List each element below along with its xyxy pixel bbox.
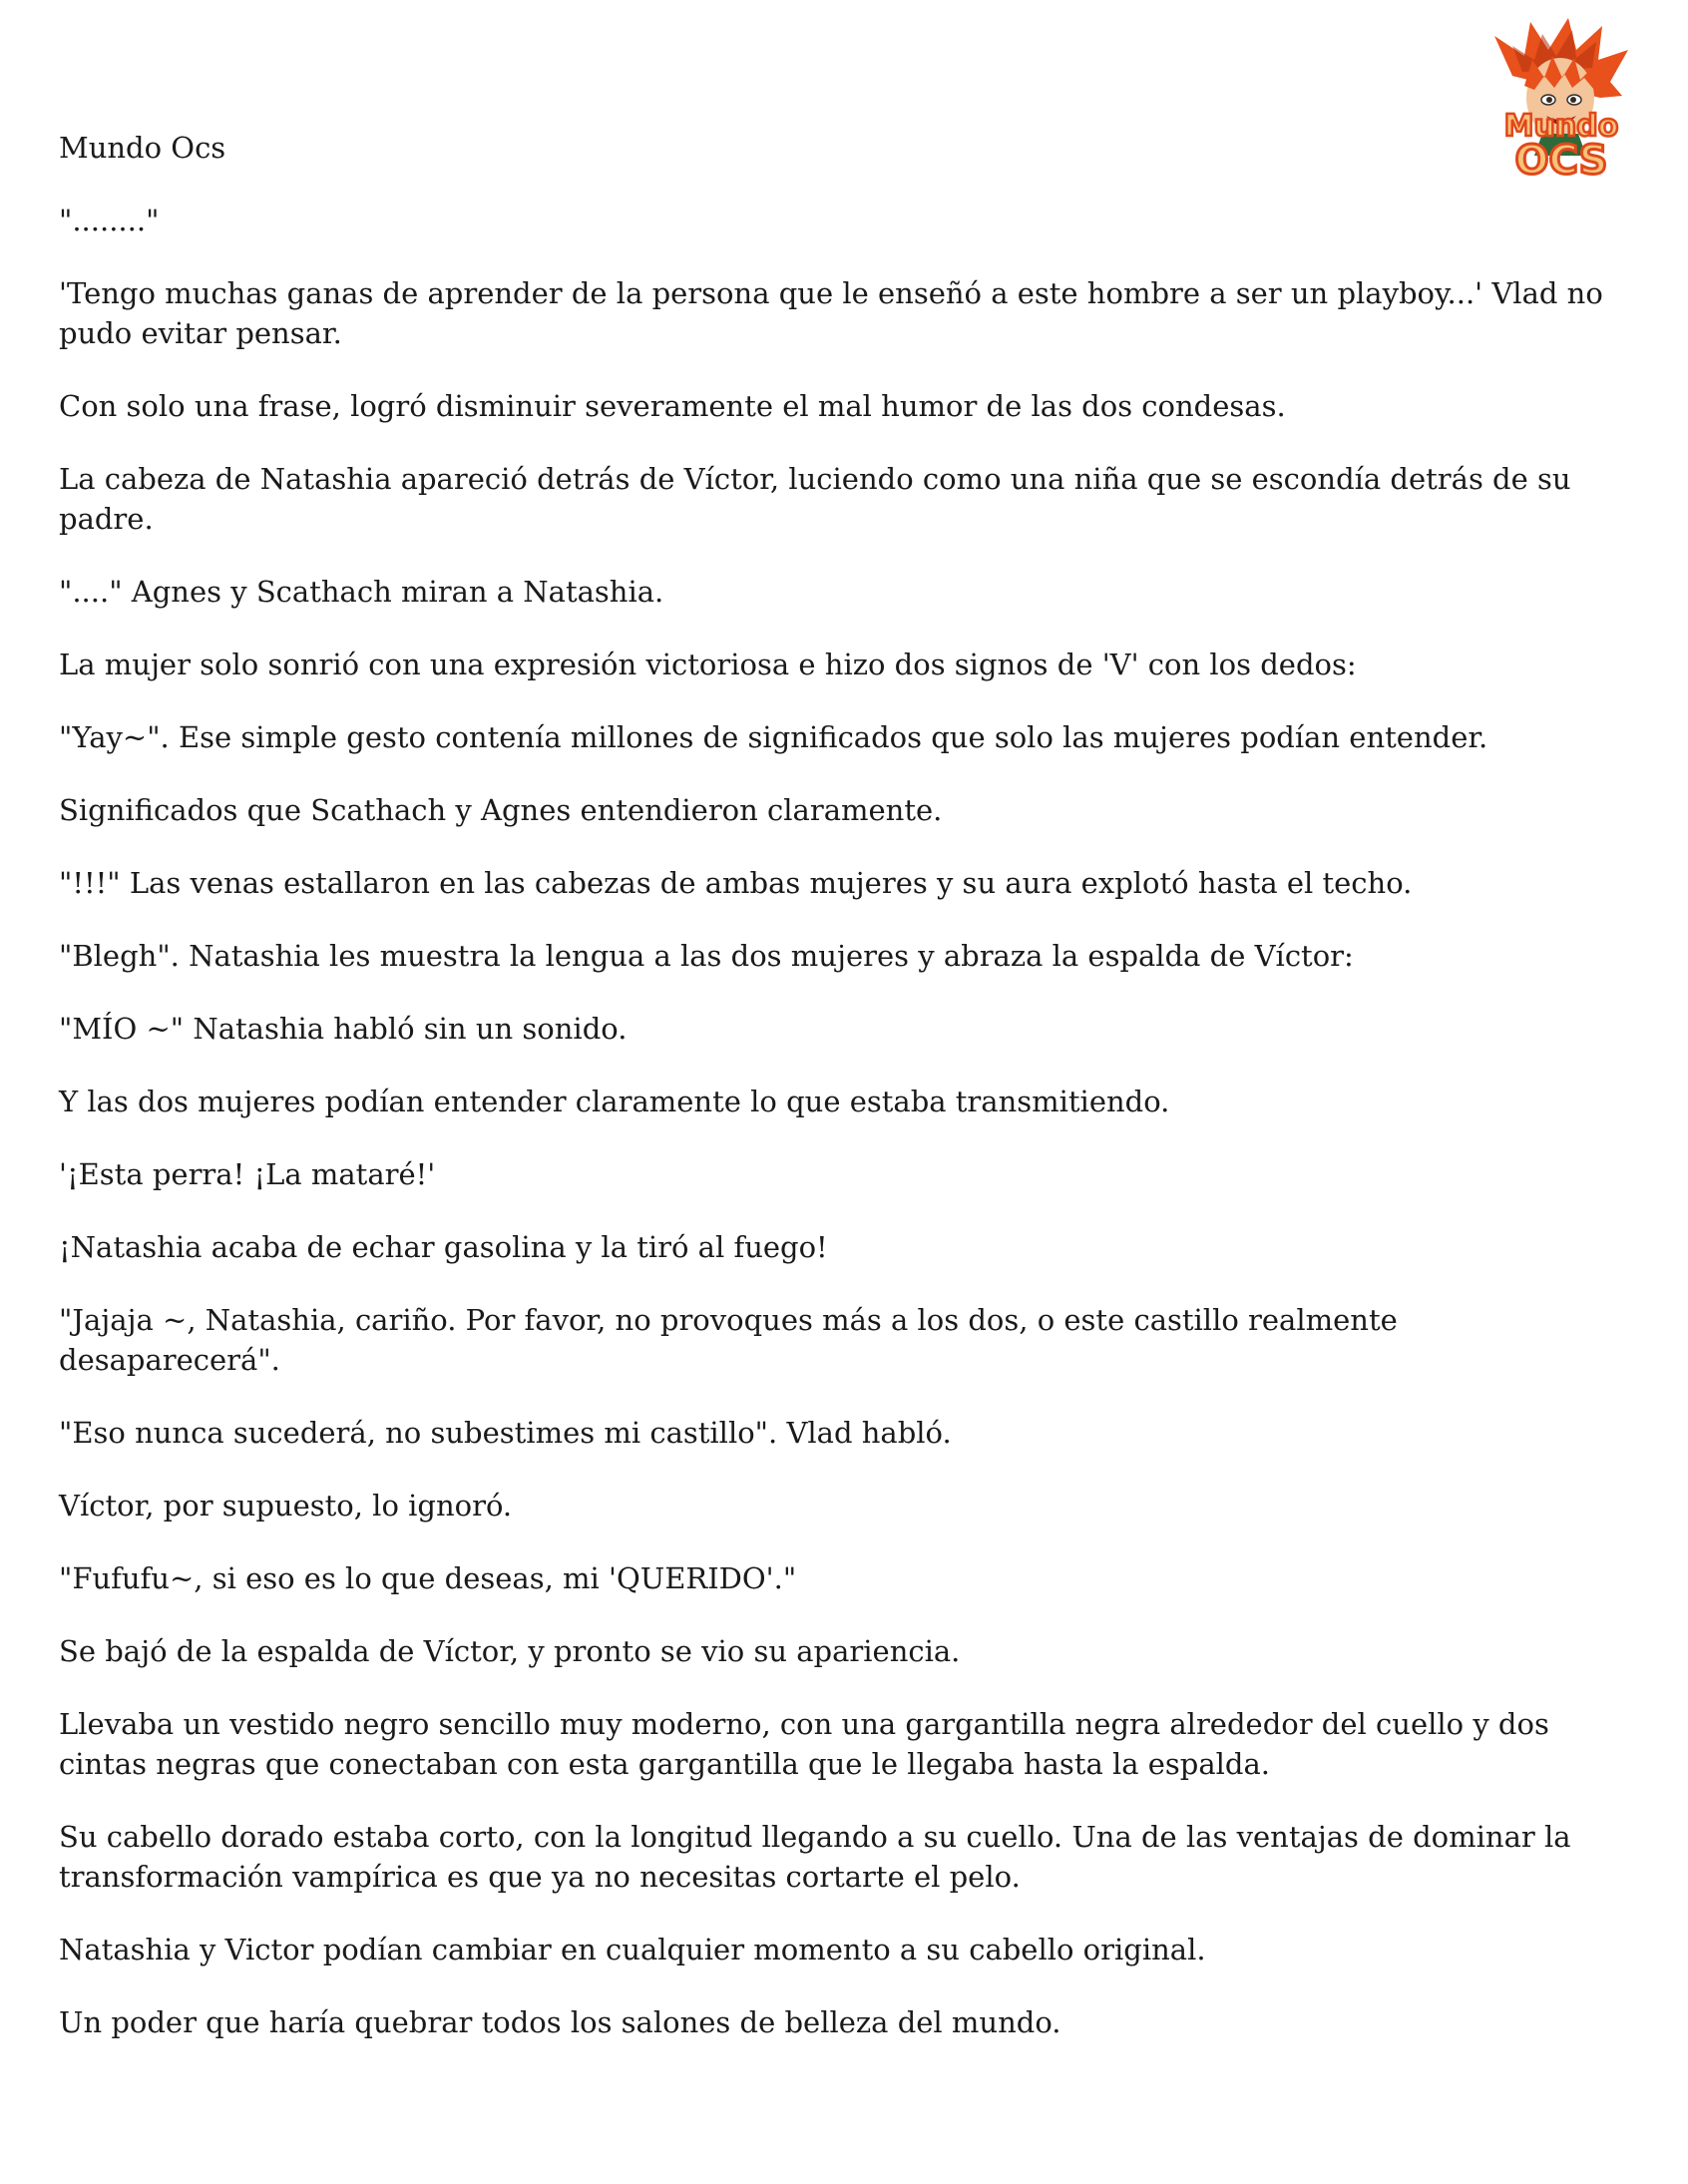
paragraph: Víctor, por supuesto, lo ignoró.: [59, 1489, 513, 1523]
paragraph: "........": [59, 204, 160, 237]
paragraph: "!!!" Las venas estallaron en las cabezas de ambas mujeres y su aura explotó hasta el techo.: [59, 866, 1413, 900]
paragraph: Su cabello dorado estaba corto, con la longitud llegando a su cuello. Una de las ventajas de dominar la transformación vampírica es que ya no necesitas cortarte el pelo.: [59, 1820, 1571, 1894]
paragraph: '¡Esta perra! ¡La mataré!': [59, 1157, 436, 1191]
paragraph: Natashia y Victor podían cambiar en cualquier momento a su cabello original.: [59, 1933, 1206, 1966]
paragraph: Con solo una frase, logró disminuir severamente el mal humor de las dos condesas.: [59, 389, 1286, 423]
paragraph: Y las dos mujeres podían entender claramente lo que estaba transmitiendo.: [59, 1085, 1170, 1118]
paragraph: ¡Natashia acaba de echar gasolina y la tiró al fuego!: [59, 1230, 828, 1264]
paragraph: 'Tengo muchas ganas de aprender de la persona que le enseñó a este hombre a ser un playboy...' Vlad no pudo evitar pensar.: [59, 276, 1603, 350]
document-header-title: Mundo Ocs: [59, 131, 226, 165]
document-body: [59, 128, 1625, 2075]
paragraph: "Eso nunca sucederá, no subestimes mi castillo". Vlad habló.: [59, 1416, 952, 1450]
paragraph: "Fufufu~, si eso es lo que deseas, mi 'QUERIDO'.": [59, 1561, 797, 1595]
paragraph: Llevaba un vestido negro sencillo muy moderno, con una gargantilla negra alrededor del cuello y dos cintas negras que conectaban con esta gargantilla que le llegaba hasta la espalda.: [59, 1707, 1549, 1781]
logo-text-line1: Mundo: [1503, 109, 1619, 144]
paragraph: "Blegh". Natashia les muestra la lengua a las dos mujeres y abraza la espalda de Víctor:: [59, 939, 1354, 973]
paragraph: Un poder que haría quebrar todos los salones de belleza del mundo.: [59, 2005, 1061, 2039]
paragraph: Se bajó de la espalda de Víctor, y pronto se vio su apariencia.: [59, 1634, 961, 1668]
paragraph: "MÍO ~" Natashia habló sin un sonido.: [59, 1012, 628, 1046]
paragraph: Significados que Scathach y Agnes entendieron claramente.: [59, 793, 943, 827]
paragraph: "...." Agnes y Scathach miran a Natashia.: [59, 575, 664, 609]
paragraph: La cabeza de Natashia apareció detrás de Víctor, luciendo como una niña que se escondía detrás de su padre.: [59, 462, 1571, 536]
paragraph: "Yay~". Ese simple gesto contenía millones de significados que solo las mujeres podían entender.: [59, 720, 1488, 754]
paragraph: La mujer solo sonrió con una expresión victoriosa e hizo dos signos de 'V' con los dedos:: [59, 648, 1357, 681]
logo-text-line2: OCS: [1514, 138, 1608, 184]
paragraph: "Jajaja ~, Natashia, cariño. Por favor, no provoques más a los dos, o este castillo realmente desaparecerá".: [59, 1303, 1398, 1377]
